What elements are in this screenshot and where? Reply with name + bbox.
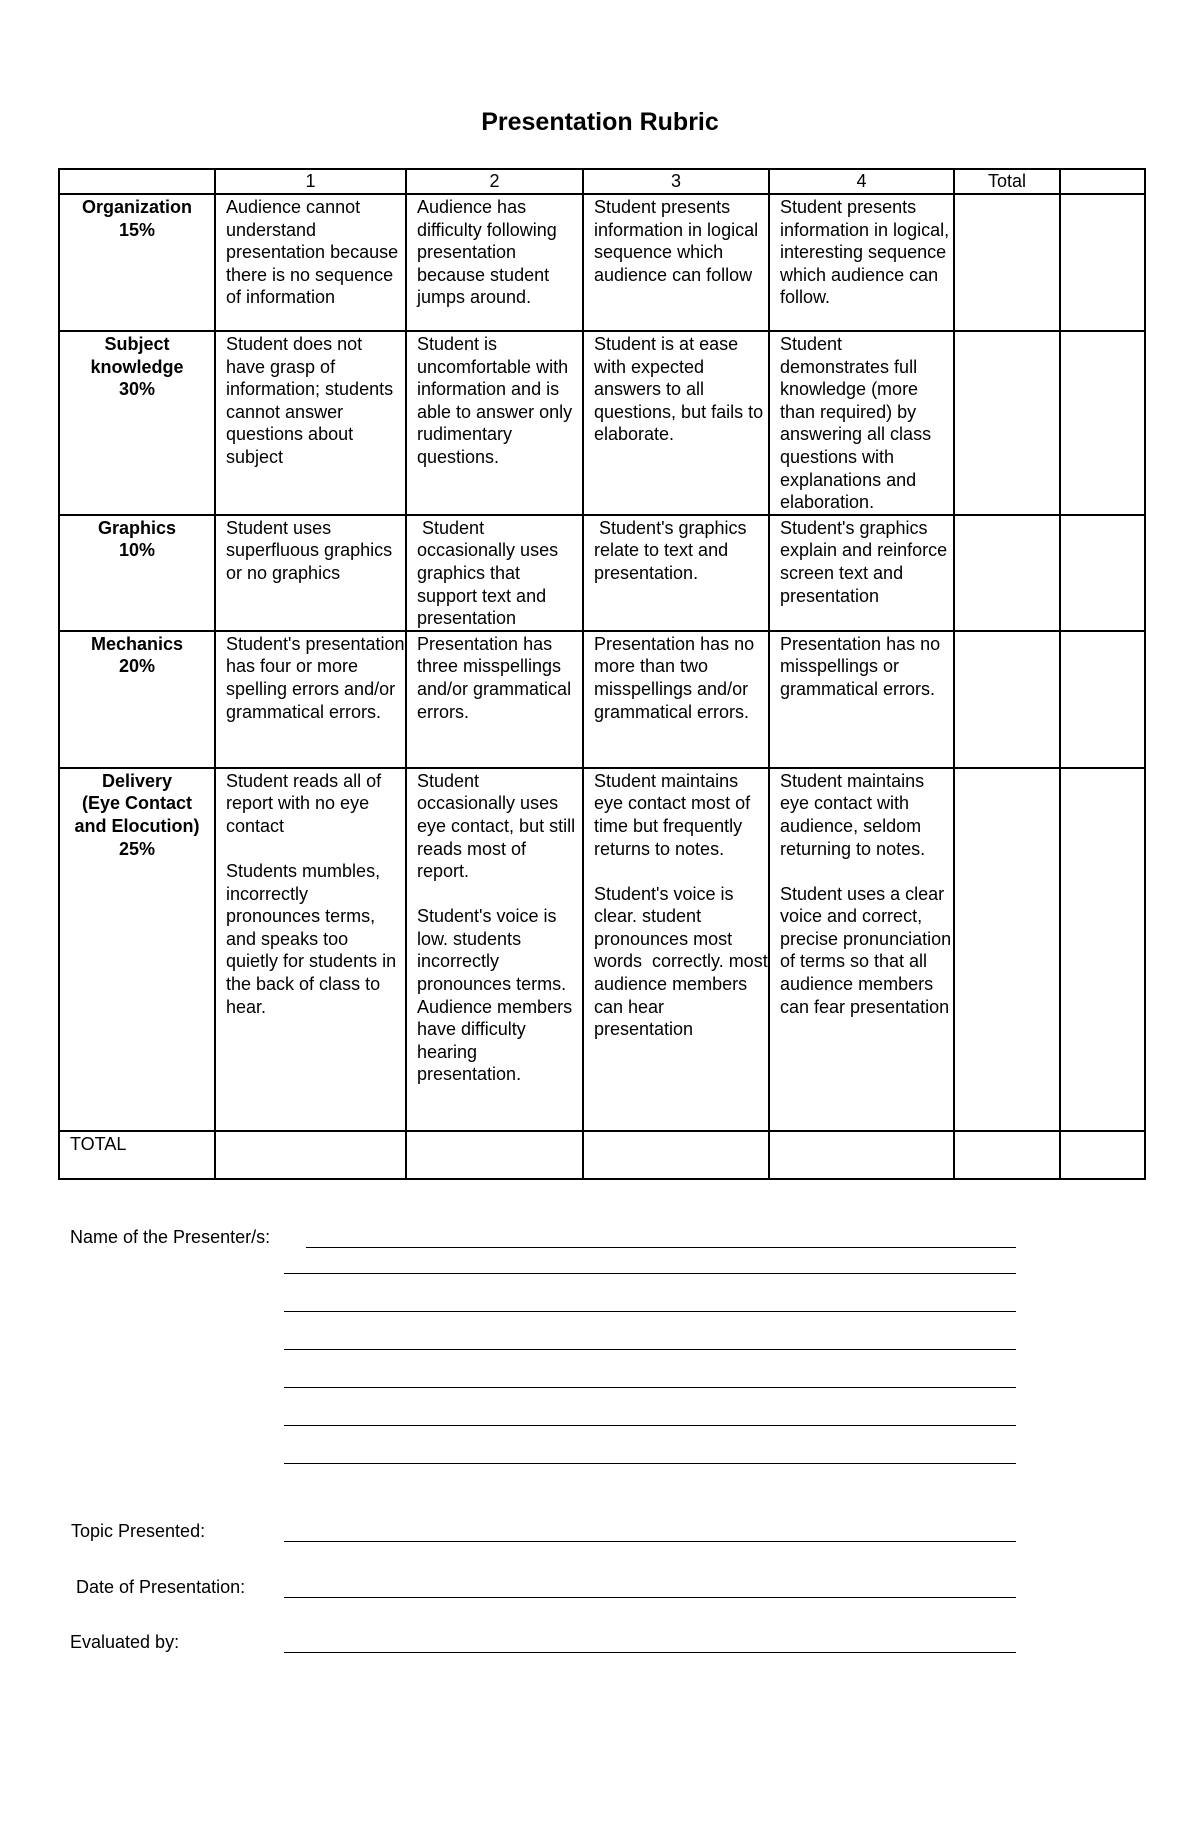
header-cell-score-2: 2	[406, 169, 583, 194]
extra-score-cell[interactable]	[1060, 631, 1145, 768]
presenter-name-line-1[interactable]	[306, 1247, 1016, 1248]
descriptor-cell: Student is at ease with expected answers to all questions, but fails to elaborate.	[583, 331, 769, 515]
topic-line[interactable]	[284, 1541, 1016, 1542]
date-label: Date of Presentation:	[76, 1577, 246, 1597]
total-cell[interactable]	[954, 1131, 1060, 1179]
total-score-cell[interactable]	[954, 331, 1060, 515]
descriptor-cell: Student's graphics explain and reinforce screen text and presentation	[769, 515, 954, 631]
descriptor-cell: Student reads all of report with no eye contact Students mumbles, incorrectly pronounces terms, and speaks too quietly for students in the back of class to hear.	[215, 768, 406, 1131]
descriptor-cell: Student occasionally uses eye contact, but still reads most of report. Student's voice is low. students incorrectly pronounces terms. Audience members have difficulty hearing presentation.	[406, 768, 583, 1131]
table-row	[59, 331, 1145, 515]
header-cell-score-4: 4	[769, 169, 954, 194]
descriptor-cell: Presentation has no more than two misspellings and/or grammatical errors.	[583, 631, 769, 768]
presenter-name-line-6[interactable]	[284, 1425, 1016, 1426]
date-line[interactable]	[284, 1597, 1016, 1598]
total-score-cell[interactable]	[954, 515, 1060, 631]
extra-score-cell[interactable]	[1060, 194, 1145, 331]
table-row	[59, 631, 1145, 768]
descriptor-cell: Audience has difficulty following presentation because student jumps around.	[406, 194, 583, 331]
descriptor-cell: Presentation has no misspellings or grammatical errors.	[769, 631, 954, 768]
total-cell[interactable]	[1060, 1131, 1145, 1179]
criterion-mechanics: Mechanics 20%	[59, 631, 215, 768]
header-cell-extra	[1060, 169, 1145, 194]
total-row	[59, 1131, 1145, 1179]
header-cell-score-1: 1	[215, 169, 406, 194]
descriptor-cell: Student's graphics relate to text and presentation.	[583, 515, 769, 631]
descriptor-cell: Student's presentation has four or more spelling errors and/or grammatical errors.	[215, 631, 406, 768]
criterion-organization: Organization 15%	[59, 194, 215, 331]
header-cell-total: Total	[954, 169, 1060, 194]
descriptor-cell: Student demonstrates full knowledge (more than required) by answering all class questions with explanations and elaboration.	[769, 331, 954, 515]
topic-label: Topic Presented:	[71, 1521, 206, 1541]
table-row	[59, 768, 1145, 1131]
presenter-name-line-7[interactable]	[284, 1463, 1016, 1464]
total-cell[interactable]	[583, 1131, 769, 1179]
total-score-cell[interactable]	[954, 194, 1060, 331]
page-title: Presentation Rubric	[481, 108, 719, 136]
descriptor-cell: Presentation has three misspellings and/or grammatical errors.	[406, 631, 583, 768]
descriptor-cell: Student does not have grasp of information; students cannot answer questions about subject	[215, 331, 406, 515]
total-row-label: TOTAL	[59, 1131, 215, 1179]
header-cell-empty	[59, 169, 215, 194]
total-score-cell[interactable]	[954, 768, 1060, 1131]
descriptor-cell: Student uses superfluous graphics or no graphics	[215, 515, 406, 631]
presenter-label: Name of the Presenter/s:	[70, 1227, 271, 1247]
criterion-subject-knowledge: Subject knowledge 30%	[59, 331, 215, 515]
presenter-name-line-3[interactable]	[284, 1311, 1016, 1312]
total-cell[interactable]	[406, 1131, 583, 1179]
extra-score-cell[interactable]	[1060, 515, 1145, 631]
total-cell[interactable]	[215, 1131, 406, 1179]
header-cell-score-3: 3	[583, 169, 769, 194]
presenter-name-line-4[interactable]	[284, 1349, 1016, 1350]
descriptor-cell: Student occasionally uses graphics that support text and presentation	[406, 515, 583, 631]
extra-score-cell[interactable]	[1060, 331, 1145, 515]
descriptor-cell: Student presents information in logical, interesting sequence which audience can follow.	[769, 194, 954, 331]
rubric-table	[58, 168, 1146, 1180]
extra-score-cell[interactable]	[1060, 768, 1145, 1131]
evaluator-line[interactable]	[284, 1652, 1016, 1653]
descriptor-cell: Student maintains eye contact with audience, seldom returning to notes. Student uses a clear voice and correct, precise pronunciation of terms so that all audience members can fear presentation	[769, 768, 954, 1131]
presenter-name-line-5[interactable]	[284, 1387, 1016, 1388]
descriptor-cell: Student maintains eye contact most of time but frequently returns to notes. Student's voice is clear. student pronounces most words correctly. most audience members can hear presentation	[583, 768, 769, 1131]
evaluator-label: Evaluated by:	[70, 1632, 180, 1652]
presenter-name-line-2[interactable]	[284, 1273, 1016, 1274]
table-row	[59, 194, 1145, 331]
descriptor-cell: Student presents information in logical sequence which audience can follow	[583, 194, 769, 331]
descriptor-cell: Student is uncomfortable with information and is able to answer only rudimentary questions.	[406, 331, 583, 515]
criterion-delivery: Delivery (Eye Contact and Elocution) 25%	[59, 768, 215, 1131]
descriptor-cell: Audience cannot understand presentation because there is no sequence of information	[215, 194, 406, 331]
total-score-cell[interactable]	[954, 631, 1060, 768]
criterion-graphics: Graphics 10%	[59, 515, 215, 631]
header-row	[59, 169, 1145, 194]
table-row	[59, 515, 1145, 631]
total-cell[interactable]	[769, 1131, 954, 1179]
